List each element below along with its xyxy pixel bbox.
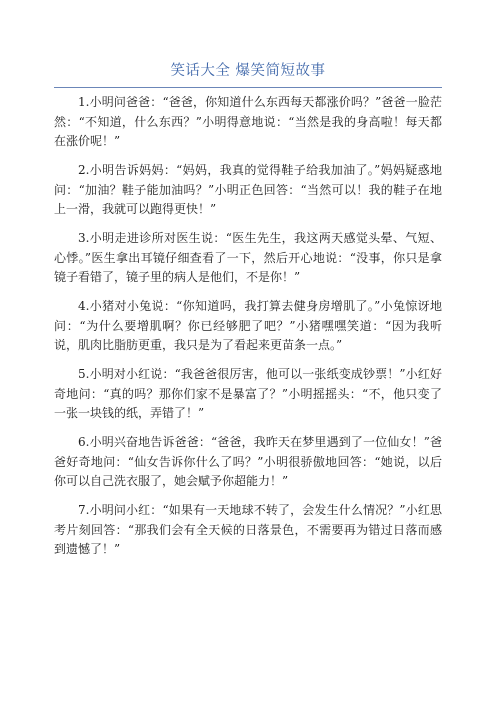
joke-paragraph-7: 7.小明问小红：“如果有一天地球不转了，会发生什么情况？”小红思考片刻回答：“那我们会有全天候的日落景色，不需要再为错过日落而感到遗憾了！” (54, 503, 442, 556)
joke-paragraph-4: 4.小猪对小兔说：“你知道吗，我打算去健身房增肌了。”小兔惊讶地问：“为什么要增肌啊？你已经够肥了吧？”小猪嘿嘿笑道：“因为我听说，肌肉比脂肪更重，我只是为了看起来更苗条一点。” (54, 299, 442, 352)
joke-paragraph-5: 5.小明对小红说：“我爸爸很厉害，他可以一张纸变成钞票！”小红好奇地问：“真的吗？那你们家不是暴富了？”小明摇摇头：“不，他只变了一张一块钱的纸，弄错了！” (54, 367, 442, 420)
joke-paragraph-3: 3.小明走进诊所对医生说：“医生先生，我这两天感觉头晕、气短、心悸。”医生拿出耳镜仔细查看了一下，然后开心地说：“没事，你只是拿镜子看错了，镜子里的病人是他们，不是你！” (54, 231, 442, 284)
joke-list (54, 93, 442, 569)
joke-paragraph-2: 2.小明告诉妈妈：“妈妈，我真的觉得鞋子给我加油了。”妈妈疑惑地问：“加油？鞋子能加油吗？”小明正色回答：“当然可以！我的鞋子在地上一滑，我就可以跑得更快！” (54, 163, 442, 216)
joke-paragraph-6: 6.小明兴奋地告诉爸爸：“爸爸，我昨天在梦里遇到了一位仙女！”爸爸好奇地问：“仙女告诉你什么了吗？”小明很骄傲地回答：“她说，以后你可以自己洗衣服了，她会赋予你超能力！” (54, 435, 442, 488)
joke-paragraph-1: 1.小明问爸爸：“爸爸，你知道什么东西每天都涨价吗？”爸爸一脸茫然：“不知道，什么东西？”小明得意地说：“当然是我的身高啦！每天都在涨价呢！” (54, 95, 442, 148)
page-title: 笑话大全 爆笑简短故事 (170, 63, 326, 79)
title-bar (54, 54, 442, 88)
